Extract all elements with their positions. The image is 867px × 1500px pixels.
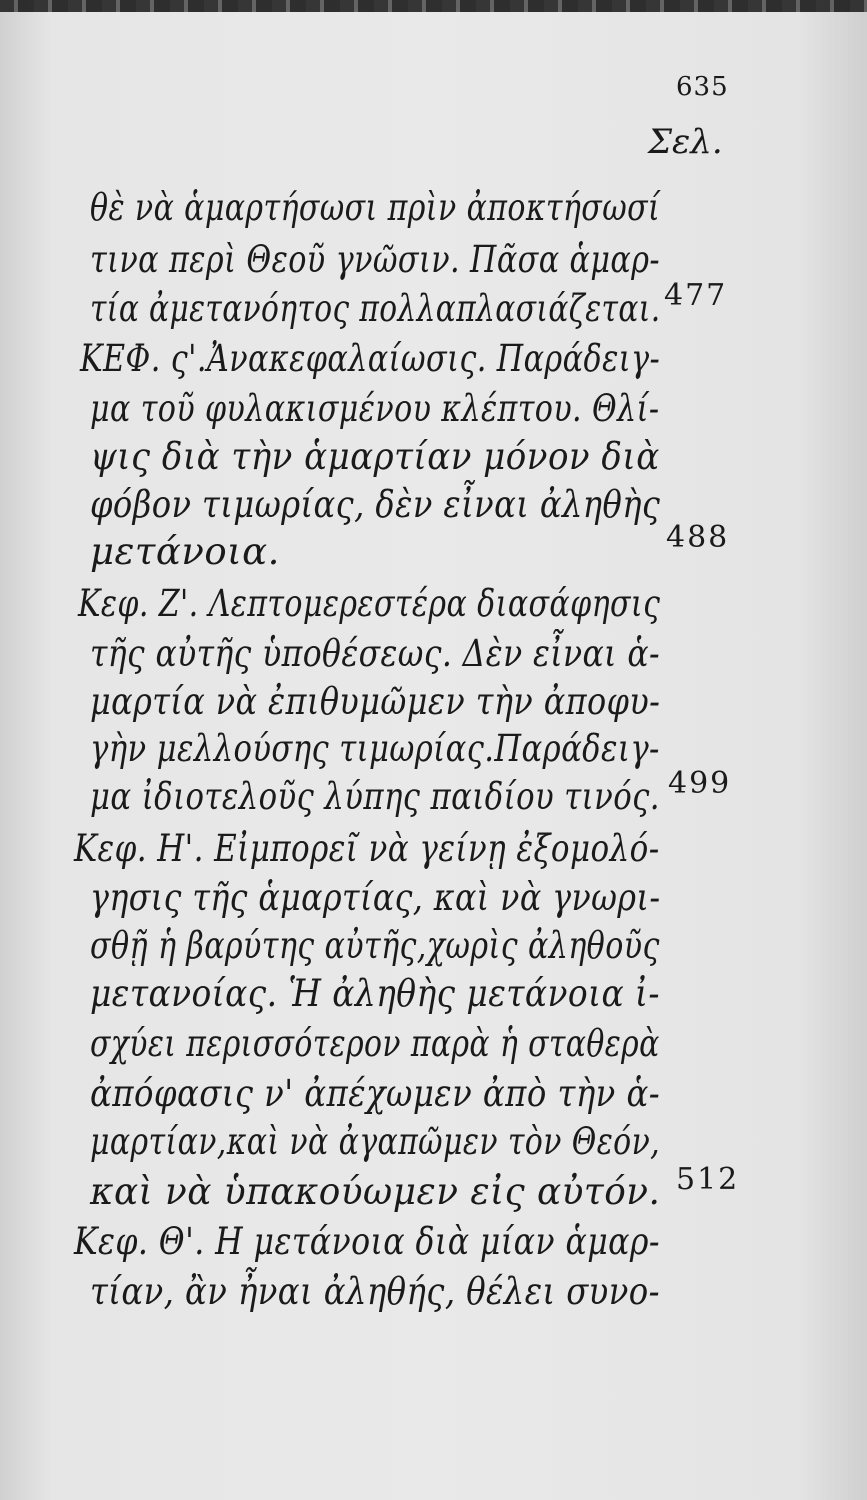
toc-line: τίαν, ἂν ἦναι ἀληθής, θέλει συνο- bbox=[90, 1270, 660, 1313]
toc-line: σχύει περισσότερον παρὰ ἡ σταθερὰ bbox=[90, 1022, 660, 1065]
toc-line: ψις διὰ τὴν ἁμαρτίαν μόνον διὰ bbox=[90, 435, 660, 478]
toc-line: μα ἰδιοτελοῦς λύπης παιδίου τινός. bbox=[90, 775, 660, 818]
page-number: 635 bbox=[676, 72, 729, 102]
toc-line: μαρτία νὰ ἐπιθυμῶμεν τὴν ἀποφυ- bbox=[90, 680, 661, 723]
toc-line: μετάνοια. bbox=[90, 530, 280, 573]
toc-line: σθῇ ἡ βαρύτης αὐτῆς,χωρὶς ἀληθοῦς bbox=[90, 924, 660, 967]
toc-line: γησις τῆς ἁμαρτίας, καὶ νὰ γνωρι- bbox=[90, 876, 661, 919]
page-ref: 488 bbox=[666, 520, 730, 555]
top-ornament-border bbox=[0, 0, 867, 12]
page-column-header: Σελ. bbox=[648, 122, 723, 162]
toc-line: ΚΕΦ. ς'.Ἀνακεφαλαίωσις. Παράδειγ- bbox=[80, 337, 661, 380]
toc-line: τινα περὶ Θεοῦ γνῶσιν. Πᾶσα ἁμαρ- bbox=[90, 238, 661, 281]
toc-line: μα τοῦ φυλακισμένου κλέπτου. Θλί- bbox=[90, 387, 660, 430]
page-ref: 477 bbox=[664, 278, 728, 313]
toc-line: Κεφ. Η'. Εἰμπορεῖ νὰ γείνῃ ἐξομολό- bbox=[74, 827, 660, 870]
toc-line: θὲ νὰ ἁμαρτήσωσι πρὶν ἀποκτήσωσί bbox=[90, 186, 661, 229]
toc-line: τία ἀμετανόητος πολλαπλασιάζεται. bbox=[90, 287, 661, 330]
toc-line: τῆς αὐτῆς ὑποθέσεως. Δὲν εἶναι ἁ- bbox=[90, 632, 661, 675]
toc-line: μετανοίας. Ἡ ἀληθὴς μετάνοια ἰ- bbox=[90, 972, 660, 1015]
page-ref: 512 bbox=[676, 1162, 740, 1197]
toc-line: Κεφ. Θ'. Η μετάνοια διὰ μίαν ἁμαρ- bbox=[74, 1220, 660, 1263]
page-ref: 499 bbox=[668, 766, 732, 801]
toc-line: φόβον τιμωρίας, δὲν εἶναι ἀληθὴς bbox=[90, 483, 661, 526]
toc-line: καὶ νὰ ὑπακούωμεν εἰς αὐτόν. bbox=[90, 1170, 661, 1213]
toc-line: Κεφ. Ζ'. Λεπτομερεστέρα διασάφησις bbox=[78, 582, 661, 625]
toc-line: γὴν μελλούσης τιμωρίας.Παράδειγ- bbox=[90, 727, 660, 770]
toc-line: ἀπόφασις ν' ἀπέχωμεν ἀπὸ τὴν ἁ- bbox=[90, 1072, 661, 1115]
toc-line: μαρτίαν,καὶ νὰ ἀγαπῶμεν τὸν Θεόν, bbox=[90, 1120, 661, 1163]
